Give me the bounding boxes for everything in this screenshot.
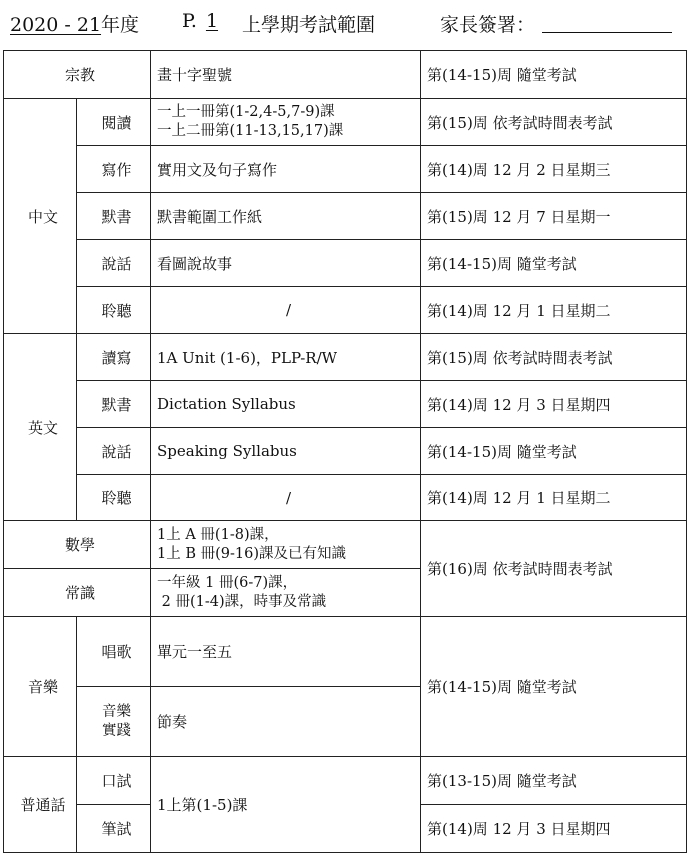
schedule-chinese-reading: 第(15)周 依考試時間表考試 <box>421 99 687 146</box>
table-row-music-singing <box>4 617 687 687</box>
schedule-math-general-studies: 第(16)周 依考試時間表考試 <box>421 521 687 617</box>
component-music-practice <box>77 687 151 757</box>
component-chinese-reading: 閱讀 <box>77 99 151 146</box>
schedule-chinese-writing: 第(14)周 12 月 2 日星期三 <box>421 146 687 193</box>
school-year: 2020 - 21 <box>10 14 102 36</box>
schedule-chinese-speaking: 第(14-15)周 隨堂考試 <box>421 240 687 287</box>
schedule-english-listening: 第(14)周 12 月 1 日星期二 <box>421 475 687 521</box>
content-english-reading-writing: 1A Unit (1-6)，PLP-R/W <box>151 334 421 381</box>
component-line: 音樂 <box>102 703 131 720</box>
table-row-english-reading-writing <box>4 334 687 381</box>
table-row-english-dictation <box>4 381 687 428</box>
component-english-dictation: 默書 <box>77 381 151 428</box>
schedule-english-speaking: 第(14-15)周 隨堂考試 <box>421 428 687 475</box>
component-putonghua-oral: 口試 <box>77 757 151 805</box>
component-chinese-writing: 寫作 <box>77 146 151 193</box>
schedule-putonghua-oral: 第(13-15)周 隨堂考試 <box>421 757 687 805</box>
table-row-chinese-writing <box>4 146 687 193</box>
schedule-chinese-dictation: 第(15)周 12 月 7 日星期一 <box>421 193 687 240</box>
content-line: 1上 A 冊(1-8)課， <box>157 526 279 543</box>
component-english-listening: 聆聽 <box>77 475 151 521</box>
subject-chinese: 中文 <box>4 99 77 334</box>
component-chinese-dictation: 默書 <box>77 193 151 240</box>
schedule-chinese-listening: 第(14)周 12 月 1 日星期二 <box>421 287 687 334</box>
content-line: 一上二冊第(11-13,15,17)課 <box>157 123 344 139</box>
class-label <box>182 10 227 32</box>
content-putonghua: 1上第(1-5)課 <box>151 757 421 853</box>
table-row-putonghua-oral <box>4 757 687 805</box>
subject-religion: 宗教 <box>4 51 151 99</box>
signature-label: 家長簽署： <box>440 14 536 36</box>
table-row-math <box>4 521 687 569</box>
content-music-singing: 單元一至五 <box>151 617 421 687</box>
table-row-chinese-reading <box>4 99 687 146</box>
content-chinese-reading <box>151 99 421 146</box>
subject-english: 英文 <box>4 334 77 521</box>
term-title: 上學期考試範圍 <box>242 14 376 36</box>
content-english-listening: / <box>151 475 421 521</box>
content-line: 一上一冊第(1-2,4-5,7-9)課 <box>157 104 335 120</box>
component-english-speaking: 說話 <box>77 428 151 475</box>
content-line: 2 冊(1-4)課，時事及常識 <box>157 593 327 610</box>
content-math <box>151 521 421 569</box>
schedule-english-reading-writing: 第(15)周 依考試時間表考試 <box>421 334 687 381</box>
class-number: 1 <box>205 10 219 32</box>
content-chinese-speaking: 看圖說故事 <box>151 240 421 287</box>
schedule-english-dictation: 第(14)周 12 月 3 日星期四 <box>421 381 687 428</box>
subject-putonghua: 普通話 <box>4 757 77 853</box>
page-header <box>10 6 680 40</box>
schedule-music: 第(14-15)周 隨堂考試 <box>421 617 687 757</box>
table-row-chinese-dictation <box>4 193 687 240</box>
component-chinese-listening: 聆聽 <box>77 287 151 334</box>
content-general-studies <box>151 569 421 617</box>
table-row-chinese-listening <box>4 287 687 334</box>
table-row-english-listening <box>4 475 687 521</box>
schedule-putonghua-written: 第(14)周 12 月 3 日星期四 <box>421 805 687 853</box>
subject-general-studies: 常識 <box>4 569 151 617</box>
component-chinese-speaking: 說話 <box>77 240 151 287</box>
table-row-religion <box>4 51 687 99</box>
year-suffix: 年度 <box>101 14 140 36</box>
content-english-dictation: Dictation Syllabus <box>151 381 421 428</box>
component-music-singing: 唱歌 <box>77 617 151 687</box>
content-line: 1上 B 冊(9-16)課及已有知識 <box>157 545 347 562</box>
schedule-religion: 第(14-15)周 隨堂考試 <box>421 51 687 99</box>
content-line: 一年級 1 冊(6-7)課， <box>157 574 298 591</box>
table-row-chinese-speaking <box>4 240 687 287</box>
exam-syllabus-table <box>3 50 687 853</box>
class-prefix: P. <box>182 10 197 32</box>
content-chinese-writing: 實用文及句子寫作 <box>151 146 421 193</box>
subject-music: 音樂 <box>4 617 77 757</box>
component-line: 實踐 <box>102 722 131 739</box>
content-english-speaking: Speaking Syllabus <box>151 428 421 475</box>
component-english-reading-writing: 讀寫 <box>77 334 151 381</box>
content-chinese-dictation: 默書範圍工作紙 <box>151 193 421 240</box>
component-putonghua-written: 筆試 <box>77 805 151 853</box>
content-religion: 畫十字聖號 <box>151 51 421 99</box>
table-row-english-speaking <box>4 428 687 475</box>
content-music-practice: 節奏 <box>151 687 421 757</box>
content-chinese-listening: / <box>151 287 421 334</box>
subject-math: 數學 <box>4 521 151 569</box>
title <box>10 10 139 37</box>
